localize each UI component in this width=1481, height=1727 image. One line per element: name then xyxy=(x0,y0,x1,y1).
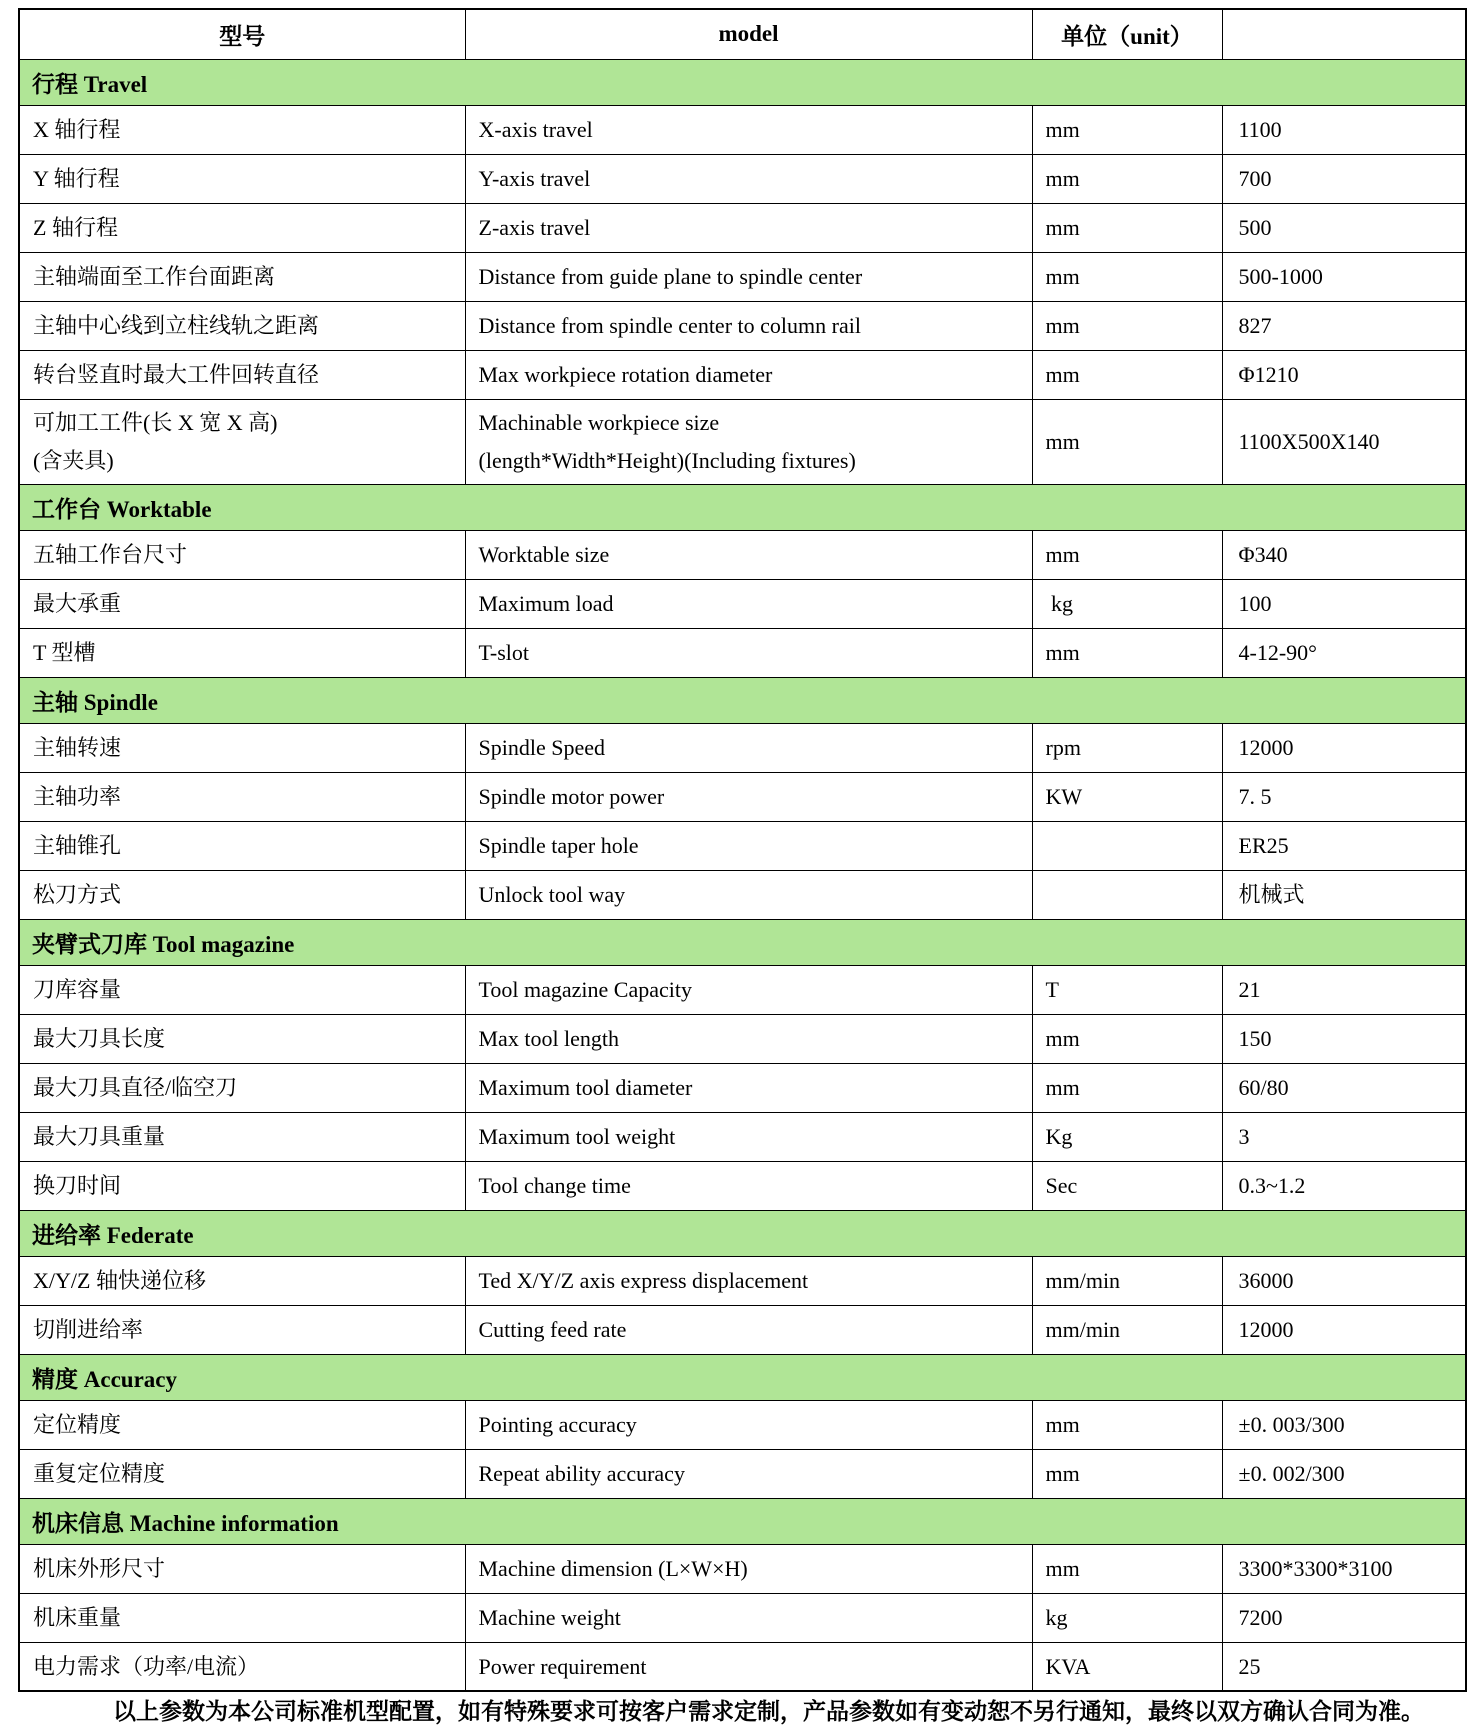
cn-cell: 最大刀具长度 xyxy=(19,1014,465,1063)
en-cell: Spindle motor power xyxy=(465,772,1032,821)
section-header-label: 机床信息 Machine information xyxy=(19,1498,1466,1544)
header-cell: 单位（unit） xyxy=(1032,9,1222,59)
value-cell: 3300*3300*3100 xyxy=(1222,1544,1466,1593)
en-cell: Max tool length xyxy=(465,1014,1032,1063)
cn-cell: X 轴行程 xyxy=(19,105,465,154)
value-cell: 7. 5 xyxy=(1222,772,1466,821)
cn-cell: 主轴中心线到立柱线轨之距离 xyxy=(19,301,465,350)
spec-row xyxy=(19,1544,1466,1593)
en-cell: Unlock tool way xyxy=(465,870,1032,919)
value-cell: 500-1000 xyxy=(1222,252,1466,301)
cn-cell xyxy=(19,399,465,484)
unit-cell: Sec xyxy=(1032,1161,1222,1210)
spec-row xyxy=(19,1161,1466,1210)
cn-cell: Z 轴行程 xyxy=(19,203,465,252)
unit-cell: mm xyxy=(1032,350,1222,399)
clipped-footnote-text: 以上参数为本公司标准机型配置，如有特殊要求可按客户需求定制，产品参数如有变动恕不另行通知，最终以双方确认合同为准。 xyxy=(113,1699,1424,1724)
unit-cell: mm xyxy=(1032,628,1222,677)
en-cell xyxy=(465,399,1032,484)
spec-row xyxy=(19,1305,1466,1354)
value-cell: 1100 xyxy=(1222,105,1466,154)
en-cell: Distance from spindle center to column rail xyxy=(465,301,1032,350)
value-cell: 12000 xyxy=(1222,723,1466,772)
section-header-label: 进给率 Federate xyxy=(19,1210,1466,1256)
unit-cell: mm xyxy=(1032,105,1222,154)
unit-cell: mm/min xyxy=(1032,1256,1222,1305)
en-cell: Maximum tool diameter xyxy=(465,1063,1032,1112)
value-cell: 机械式 xyxy=(1222,870,1466,919)
section-header-row xyxy=(19,1210,1466,1256)
en-cell: Pointing accuracy xyxy=(465,1400,1032,1449)
value-cell: ±0. 002/300 xyxy=(1222,1449,1466,1498)
en-cell: Repeat ability accuracy xyxy=(465,1449,1032,1498)
section-header-label: 夹臂式刀库 Tool magazine xyxy=(19,919,1466,965)
spec-row xyxy=(19,1112,1466,1161)
cn-line: (含夹具) xyxy=(33,447,114,473)
value-cell: 1100X500X140 xyxy=(1222,399,1466,484)
spec-row xyxy=(19,772,1466,821)
spec-row xyxy=(19,579,1466,628)
spec-row xyxy=(19,1642,1466,1691)
value-cell: 0.3~1.2 xyxy=(1222,1161,1466,1210)
unit-cell: Kg xyxy=(1032,1112,1222,1161)
cn-cell: Y 轴行程 xyxy=(19,154,465,203)
section-header-row xyxy=(19,59,1466,105)
en-cell: Maximum load xyxy=(465,579,1032,628)
en-cell: Distance from guide plane to spindle center xyxy=(465,252,1032,301)
en-cell: Tool magazine Capacity xyxy=(465,965,1032,1014)
cn-cell: 转台竖直时最大工件回转直径 xyxy=(19,350,465,399)
cn-cell: 刀库容量 xyxy=(19,965,465,1014)
cn-cell: 最大刀具直径/临空刀 xyxy=(19,1063,465,1112)
section-header-row xyxy=(19,1354,1466,1400)
unit-cell: kg xyxy=(1032,1593,1222,1642)
table-body xyxy=(19,59,1466,1691)
unit-cell: KVA xyxy=(1032,1642,1222,1691)
spec-row xyxy=(19,301,1466,350)
cn-cell: 主轴转速 xyxy=(19,723,465,772)
unit-cell: mm xyxy=(1032,301,1222,350)
cn-cell: 主轴功率 xyxy=(19,772,465,821)
spec-row xyxy=(19,965,1466,1014)
section-header-label: 精度 Accuracy xyxy=(19,1354,1466,1400)
cn-cell: 切削进给率 xyxy=(19,1305,465,1354)
header-cell xyxy=(1222,9,1466,59)
en-line: (length*Width*Height)(Including fixtures) xyxy=(478,447,856,473)
en-cell: X-axis travel xyxy=(465,105,1032,154)
spec-row xyxy=(19,1449,1466,1498)
en-cell: Worktable size xyxy=(465,530,1032,579)
en-cell: Machine dimension (L×W×H) xyxy=(465,1544,1032,1593)
spec-row xyxy=(19,821,1466,870)
spec-row xyxy=(19,154,1466,203)
cn-cell: 机床外形尺寸 xyxy=(19,1544,465,1593)
spec-row xyxy=(19,723,1466,772)
spec-row xyxy=(19,399,1466,484)
unit-cell: T xyxy=(1032,965,1222,1014)
en-cell: T-slot xyxy=(465,628,1032,677)
unit-cell xyxy=(1032,821,1222,870)
table-head xyxy=(19,9,1466,59)
cn-cell: 松刀方式 xyxy=(19,870,465,919)
value-cell: 150 xyxy=(1222,1014,1466,1063)
unit-cell xyxy=(1032,870,1222,919)
section-header-row xyxy=(19,919,1466,965)
spec-row xyxy=(19,1400,1466,1449)
unit-cell: mm xyxy=(1032,203,1222,252)
unit-cell: mm xyxy=(1032,1449,1222,1498)
spec-row xyxy=(19,350,1466,399)
en-cell: Spindle Speed xyxy=(465,723,1032,772)
section-header-row xyxy=(19,677,1466,723)
value-cell: Φ1210 xyxy=(1222,350,1466,399)
unit-cell: mm xyxy=(1032,252,1222,301)
clipped-footnote xyxy=(18,1697,1465,1724)
en-cell: Ted X/Y/Z axis express displacement xyxy=(465,1256,1032,1305)
en-cell: Spindle taper hole xyxy=(465,821,1032,870)
cn-cell: 机床重量 xyxy=(19,1593,465,1642)
en-line: Machinable workpiece size xyxy=(478,409,720,435)
spec-row xyxy=(19,628,1466,677)
value-cell: ER25 xyxy=(1222,821,1466,870)
cn-cell: 五轴工作台尺寸 xyxy=(19,530,465,579)
en-cell: Z-axis travel xyxy=(465,203,1032,252)
spec-row xyxy=(19,203,1466,252)
spec-row xyxy=(19,530,1466,579)
spec-row xyxy=(19,870,1466,919)
spec-row xyxy=(19,1593,1466,1642)
value-cell: ±0. 003/300 xyxy=(1222,1400,1466,1449)
value-cell: 36000 xyxy=(1222,1256,1466,1305)
cn-cell: 主轴端面至工作台面距离 xyxy=(19,252,465,301)
cn-cell: 电力需求（功率/电流） xyxy=(19,1642,465,1691)
value-cell: 12000 xyxy=(1222,1305,1466,1354)
unit-cell: KW xyxy=(1032,772,1222,821)
spec-row xyxy=(19,252,1466,301)
spec-table xyxy=(18,8,1467,1692)
spec-row xyxy=(19,1063,1466,1112)
section-header-row xyxy=(19,1498,1466,1544)
en-cell: Tool change time xyxy=(465,1161,1032,1210)
unit-cell: mm xyxy=(1032,530,1222,579)
cn-line: 可加工工件(长 X 宽 X 高) xyxy=(33,409,278,435)
unit-cell: mm/min xyxy=(1032,1305,1222,1354)
unit-cell: mm xyxy=(1032,1400,1222,1449)
spec-row xyxy=(19,1256,1466,1305)
en-cell: Machine weight xyxy=(465,1593,1032,1642)
value-cell: 7200 xyxy=(1222,1593,1466,1642)
spec-row xyxy=(19,105,1466,154)
unit-cell: mm xyxy=(1032,399,1222,484)
section-header-label: 行程 Travel xyxy=(19,59,1466,105)
unit-cell: mm xyxy=(1032,154,1222,203)
unit-cell: mm xyxy=(1032,1544,1222,1593)
unit-cell: kg xyxy=(1032,579,1222,628)
value-cell: 60/80 xyxy=(1222,1063,1466,1112)
value-cell: 4-12-90° xyxy=(1222,628,1466,677)
value-cell: 827 xyxy=(1222,301,1466,350)
unit-cell: mm xyxy=(1032,1014,1222,1063)
spec-row xyxy=(19,1014,1466,1063)
section-header-label: 工作台 Worktable xyxy=(19,484,1466,530)
value-cell: 21 xyxy=(1222,965,1466,1014)
cn-cell: 换刀时间 xyxy=(19,1161,465,1210)
en-cell: Power requirement xyxy=(465,1642,1032,1691)
value-cell: 500 xyxy=(1222,203,1466,252)
en-cell: Maximum tool weight xyxy=(465,1112,1032,1161)
cn-cell: 最大承重 xyxy=(19,579,465,628)
value-cell: Φ340 xyxy=(1222,530,1466,579)
value-cell: 100 xyxy=(1222,579,1466,628)
header-cell: 型号 xyxy=(19,9,465,59)
en-cell: Max workpiece rotation diameter xyxy=(465,350,1032,399)
cn-cell: 重复定位精度 xyxy=(19,1449,465,1498)
cn-cell: X/Y/Z 轴快递位移 xyxy=(19,1256,465,1305)
header-cell: model xyxy=(465,9,1032,59)
unit-cell: mm xyxy=(1032,1063,1222,1112)
en-cell: Y-axis travel xyxy=(465,154,1032,203)
cn-cell: 最大刀具重量 xyxy=(19,1112,465,1161)
en-cell: Cutting feed rate xyxy=(465,1305,1032,1354)
section-header-label: 主轴 Spindle xyxy=(19,677,1466,723)
value-cell: 25 xyxy=(1222,1642,1466,1691)
unit-cell: rpm xyxy=(1032,723,1222,772)
section-header-row xyxy=(19,484,1466,530)
value-cell: 700 xyxy=(1222,154,1466,203)
table-header-row xyxy=(19,9,1466,59)
value-cell: 3 xyxy=(1222,1112,1466,1161)
cn-cell: 定位精度 xyxy=(19,1400,465,1449)
cn-cell: 主轴锥孔 xyxy=(19,821,465,870)
cn-cell: T 型槽 xyxy=(19,628,465,677)
